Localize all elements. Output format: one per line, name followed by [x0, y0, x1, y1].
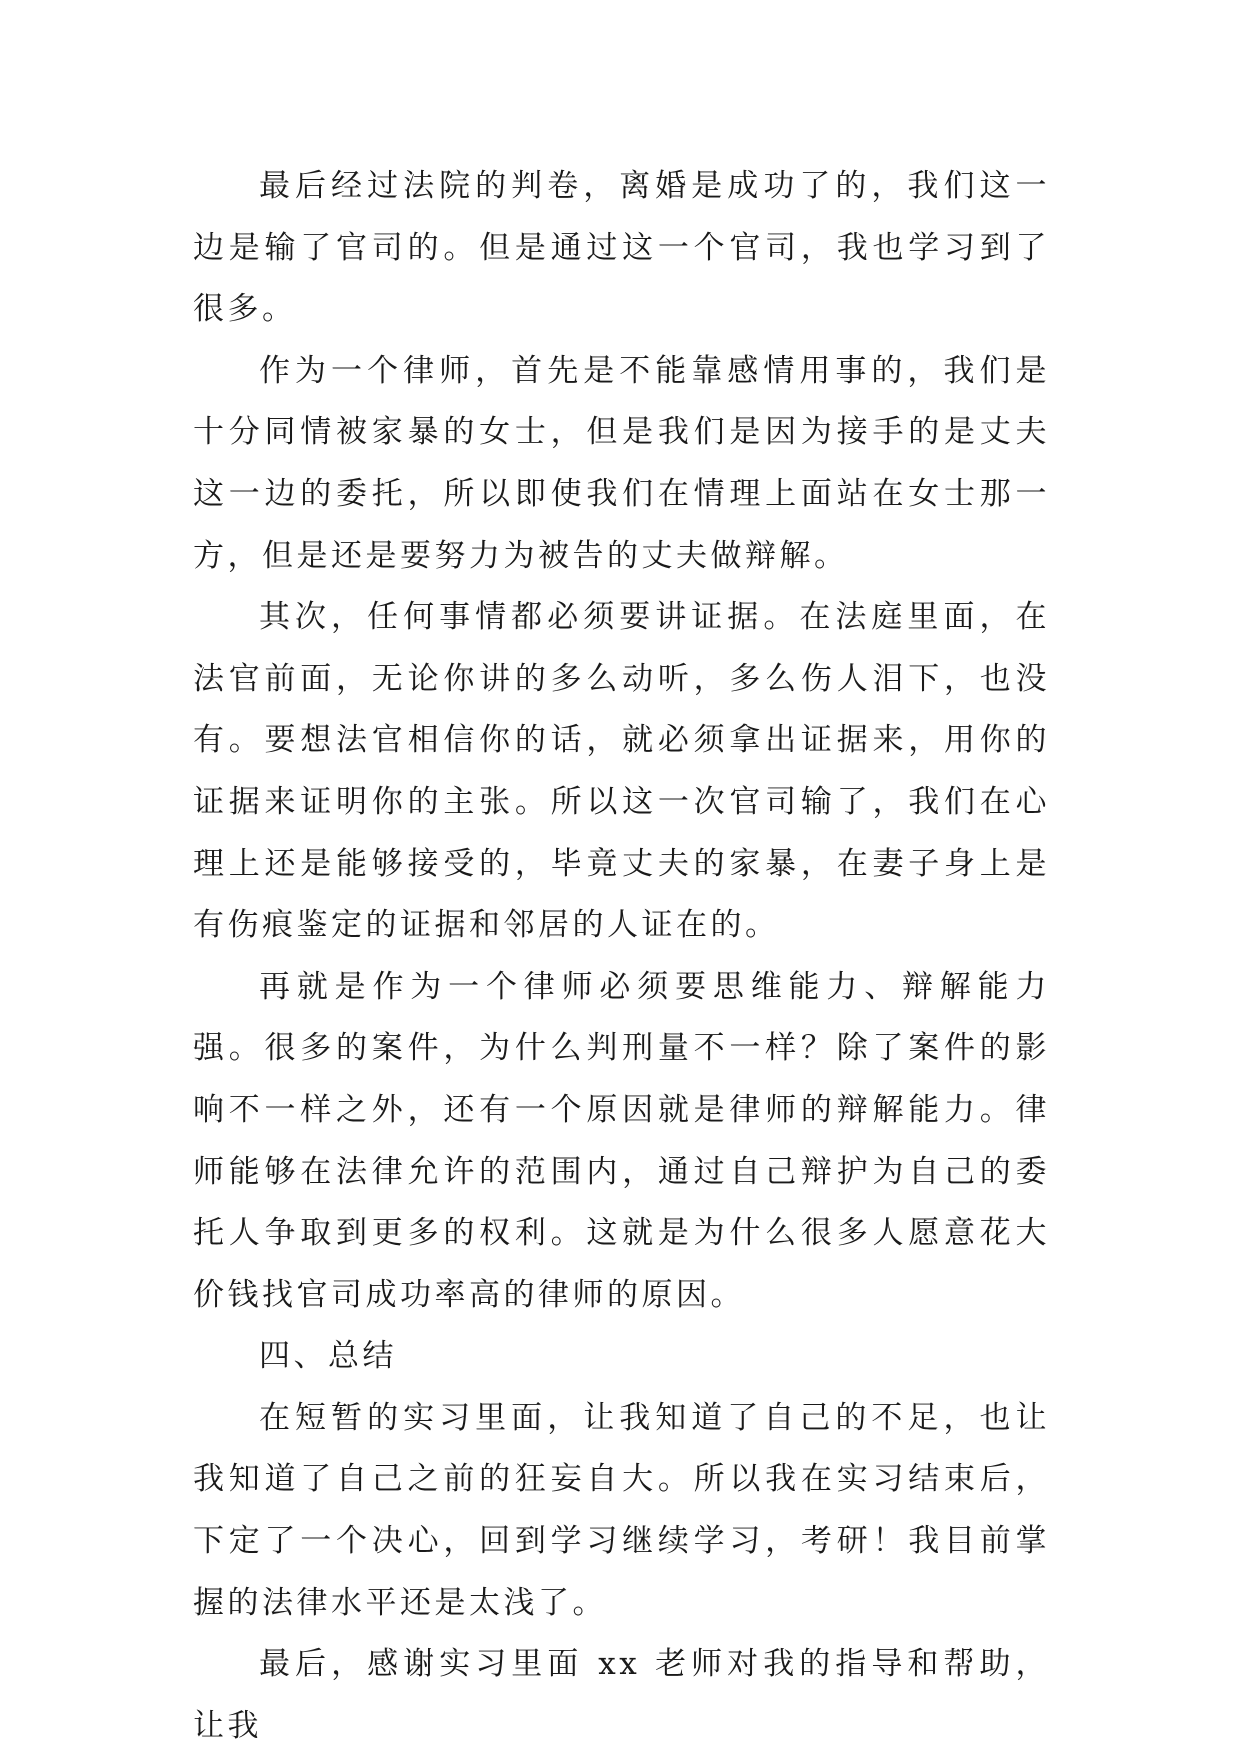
paragraph-verdict: 最后经过法院的判卷，离婚是成功了的，我们这一边是输了官司的。但是通过这一个官司，我也学习到了很多。: [193, 168, 1050, 328]
paragraph-lawyer-emotion: 作为一个律师，首先是不能靠感情用事的，我们是十分同情被家暴的女士，但是我们是因为接手的是丈夫这一边的委托，所以即使我们在情理上面站在女士那一方，但是还是要努力为被告的丈夫做辩解。: [193, 352, 1050, 574]
paragraph-argument-ability: 再就是作为一个律师必须要思维能力、辩解能力强。很多的案件，为什么判刑量不一样？除了案件的影响不一样之外，还有一个原因就是律师的辩解能力。律师能够在法律允许的范围内，通过自己辩护为自己的委托人争取到更多的权利。这就是为什么很多人愿意花大价钱找官司成功率高的律师的原因。: [193, 968, 1050, 1313]
document-body: [193, 156, 1050, 1757]
paragraph-evidence: 其次，任何事情都必须要讲证据。在法庭里面，在法官前面，无论你讲的多么动听，多么伤人泪下，也没有。要想法官相信你的话，就必须拿出证据来，用你的证据来证明你的主张。所以这一次官司输了，我们在心理上还是能够接受的，毕竟丈夫的家暴，在妻子身上是有伤痕鉴定的证据和邻居的人证在的。: [193, 599, 1050, 944]
paragraph-summary: 在短暂的实习里面，让我知道了自己的不足，也让我知道了自己之前的狂妄自大。所以我在实习结束后，下定了一个决心，回到学习继续学习，考研！我目前掌握的法律水平还是太浅了。: [193, 1399, 1050, 1621]
paragraph-thanks: 最后，感谢实习里面 xx 老师对我的指导和帮助，让我: [193, 1646, 1050, 1744]
section-heading-summary: 四、总结: [259, 1338, 397, 1375]
